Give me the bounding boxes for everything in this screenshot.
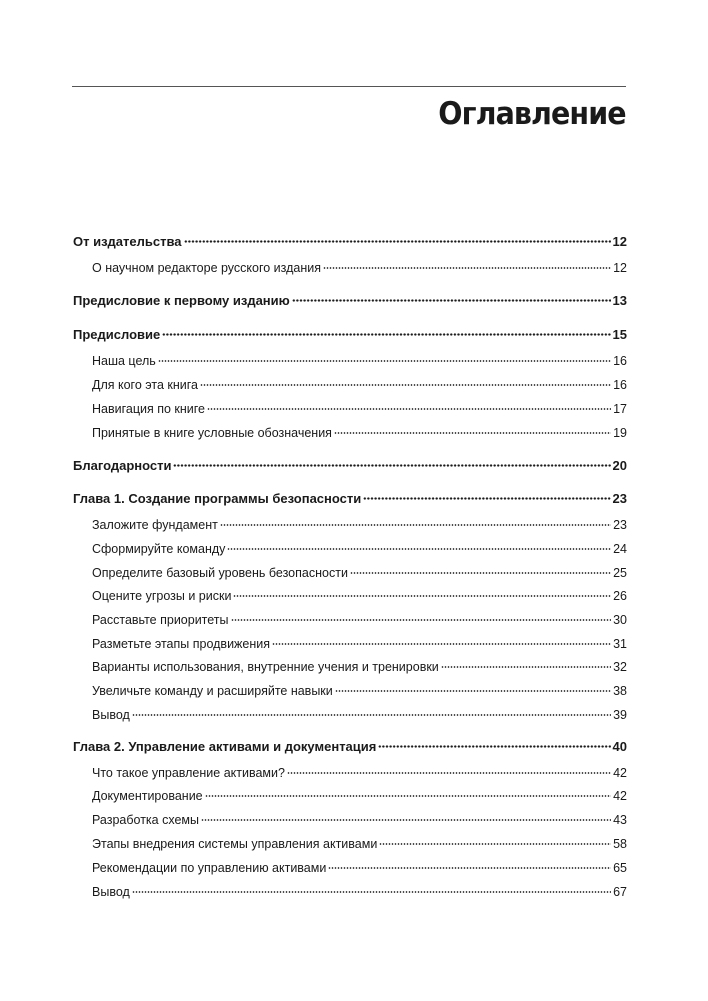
toc-entry-page-number: 24 [613,542,627,556]
toc-entry-page-number: 15 [612,327,627,342]
toc-entry-page-number: 23 [613,518,627,532]
toc-leader-dots [132,703,611,719]
toc-entry-subsection [73,584,627,604]
toc-leader-dots [328,856,611,872]
toc-entry-section [73,230,627,250]
toc-leader-dots [363,487,610,503]
toc-entry-subsection [73,703,627,723]
toc-leader-dots [220,513,611,529]
toc-entry-subsection [73,679,627,699]
toc-entry-title: Предисловие к первому изданию [73,293,290,308]
toc-leader-dots [323,256,611,272]
toc-leader-dots [162,323,610,339]
toc-entry-title: Что такое управление активами? [92,766,285,780]
toc-entry-subsection [73,655,627,675]
toc-leader-dots [334,421,611,437]
toc-entry-title: Оцените угрозы и риски [92,589,232,603]
toc-entry-subsection [73,421,627,441]
toc-entry-section [73,487,627,507]
toc-entry-page-number: 23 [612,491,627,506]
toc-leader-dots [201,808,611,824]
toc-entry-page-number: 40 [612,739,627,754]
toc-entry-section [73,289,627,309]
toc-entry-title: Вывод [92,708,130,722]
toc-entry-title: Разметьте этапы продвижения [92,637,271,651]
toc-entry-page-number: 20 [612,458,627,473]
toc-entry-title: Глава 2. Управление активами и документация [73,739,377,754]
toc-entry-page-number: 42 [613,789,627,803]
toc-leader-dots [292,289,611,305]
toc-entry-subsection [73,513,627,533]
toc-entry-subsection [73,397,627,417]
toc-entry-subsection [73,349,627,369]
toc-leader-dots [233,584,611,600]
toc-leader-dots [205,784,611,800]
toc-entry-title: Разработка схемы [92,813,199,827]
toc-leader-dots [207,397,611,413]
toc-leader-dots [132,880,611,896]
toc-entry-subsection [73,784,627,804]
toc-leader-dots [378,735,610,751]
toc-leader-dots [335,679,611,695]
top-rule [72,86,626,87]
toc-entry-page-number: 17 [613,402,627,416]
toc-entry-title: О научном редакторе русского издания [92,261,322,275]
toc-entry-page-number: 43 [613,813,627,827]
toc-entry-title: Увеличьте команду и расширяйте навыки [92,684,333,698]
toc-leader-dots [441,655,611,671]
toc-entry-title: Рекомендации по управлению активами [92,861,327,875]
toc-entry-page-number: 13 [612,293,627,308]
toc-entry-subsection [73,856,627,876]
toc-entry-subsection [73,761,627,781]
toc-leader-dots [200,373,611,389]
toc-entry-subsection [73,537,627,557]
toc-entry-title: Заложите фундамент [92,518,218,532]
toc-entry-page-number: 12 [612,234,627,249]
toc-entry-subsection [73,808,627,828]
toc-entry-title: Сформируйте команду [92,542,226,556]
toc-entry-subsection [73,880,627,900]
toc-entry-page-number: 16 [613,378,627,392]
toc-leader-dots [379,832,611,848]
toc-entry-title: Варианты использования, внутренние учения и тренировки [92,660,439,674]
toc-entry-title: Глава 1. Создание программы безопасности [73,491,362,506]
toc-entry-title: Документирование [92,789,203,803]
toc-entry-page-number: 19 [613,426,627,440]
toc-entry-section [73,735,627,755]
toc-entry-title: Предисловие [73,327,161,342]
toc-entry-subsection [73,561,627,581]
toc-entry-page-number: 58 [613,837,627,851]
toc-entry-page-number: 39 [613,708,627,722]
toc-entry-subsection [73,256,627,276]
toc-leader-dots [350,561,611,577]
toc-entry-section [73,323,627,343]
toc-entry-page-number: 25 [613,566,627,580]
toc-entry-page-number: 38 [613,684,627,698]
toc-entry-page-number: 42 [613,766,627,780]
toc-entry-page-number: 65 [613,861,627,875]
toc-entry-title: Для кого эта книга [92,378,198,392]
toc-entry-page-number: 30 [613,613,627,627]
toc-entry-page-number: 26 [613,589,627,603]
toc-entry-page-number: 31 [613,637,627,651]
toc-leader-dots [272,632,611,648]
toc-entry-title: Навигация по книге [92,402,206,416]
toc-entry-title: Благодарности [73,458,172,473]
toc-entry-subsection [73,608,627,628]
toc-leader-dots [231,608,612,624]
toc-entry-title: От издательства [73,234,182,249]
toc-entry-page-number: 67 [613,885,627,899]
toc-leader-dots [184,230,611,246]
toc-entry-title: Наша цель [92,354,156,368]
toc-entry-subsection [73,832,627,852]
toc-entry-section [73,454,627,474]
toc-entry-title: Вывод [92,885,130,899]
toc-entry-title: Принятые в книге условные обозначения [92,426,332,440]
toc-leader-dots [227,537,611,553]
toc-entry-page-number: 32 [613,660,627,674]
toc-entry-page-number: 16 [613,354,627,368]
toc-leader-dots [173,454,610,470]
toc-entry-title: Расставьте приоритеты [92,613,229,627]
toc-entry-title: Определите базовый уровень безопасности [92,566,348,580]
toc-entry-page-number: 12 [613,261,627,275]
page-title: Оглавление [438,96,626,132]
toc-leader-dots [158,349,611,365]
toc-entry-subsection [73,632,627,652]
toc-entry-title: Этапы внедрения системы управления активами [92,837,378,851]
toc-entry-subsection [73,373,627,393]
toc-leader-dots [287,761,611,777]
